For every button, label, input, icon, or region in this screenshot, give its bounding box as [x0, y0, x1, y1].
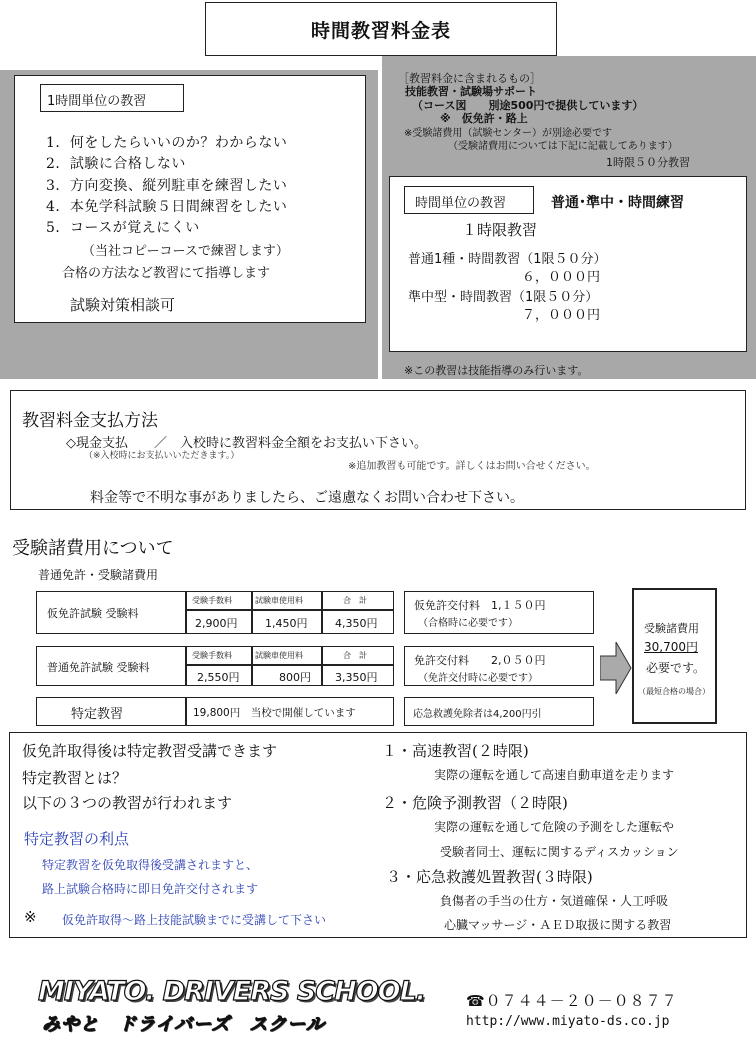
item3-desc2: 心臓マッサージ・ＡＥＤ取扱に関する教習: [444, 918, 672, 932]
tokutei-label: 特定教習: [36, 697, 186, 726]
copy-course-note: （当社コピーコースで練習します）: [82, 244, 289, 259]
list-item: 3．方向変換、縦列駐車を練習したい: [46, 178, 288, 194]
first-aid-discount: 応急救護免除者は4,200円引: [404, 697, 594, 726]
item2-desc1: 実際の運転を通して危険の予測をした運転や: [434, 820, 675, 834]
futsu-total: 3,350円: [322, 665, 394, 686]
website-url[interactable]: http://www.miyato-ds.co.jp: [466, 1014, 670, 1029]
list-item: 2．試験に合格しない: [46, 156, 186, 172]
right-heading: 普通･準中・時間練習: [551, 195, 684, 211]
arrow-right-icon: [600, 642, 632, 694]
col-header-fee: 受験手数料: [186, 591, 252, 610]
item1-desc: 実際の運転を通して高速自動車道を走ります: [434, 768, 675, 782]
exam-note1: ※受験諸費用（試験センター）が別途必要です: [404, 128, 612, 139]
futsu-label: 普通免許試験 受験料: [36, 646, 186, 686]
list-item: 5．コースが覚えにくい: [46, 220, 200, 236]
left-tag: 1時間単位の教習: [40, 84, 184, 112]
item2-desc2: 受験者同士、運転に関するディスカッション: [440, 845, 679, 859]
included-heading: ［教習料金に含まれるもの］: [398, 72, 541, 85]
total-label: 受験諸費用: [644, 622, 699, 635]
karimen-label: 仮免許試験 受験料: [36, 591, 186, 634]
benefit1: 特定教習を仮免取得後受講されますと、: [42, 858, 259, 872]
included-line1: 技能教習・試験場サポート: [405, 85, 537, 98]
exam-note2: （受験諸費用については下記に記載してあります）: [448, 141, 678, 152]
logo-text-top: MIYATO. DRIVERS SCHOOL.: [38, 976, 426, 1007]
futsu-car: 800円: [252, 665, 322, 686]
notice: 仮免許取得～路上技能試験までに受講して下さい: [62, 913, 327, 927]
futsu-price: ６，０００円: [522, 270, 601, 285]
karimen-fee: 2,900円: [186, 610, 252, 634]
pass-method-note: 合格の方法など教習にて指導します: [62, 266, 271, 281]
tokutei-line1: 仮免許取得後は特定教習受講できます: [22, 742, 278, 760]
consult-note: 試験対策相談可: [70, 296, 176, 314]
tokutei-price: 19,800円 当校で開催しています: [186, 697, 394, 726]
payment-heading: 教習料金支払方法: [22, 411, 158, 431]
futsu-fee: 2,550円: [186, 665, 252, 686]
futsu-issue-label: 免許交付料 2,０５０円: [414, 654, 546, 667]
payment-method: ◇現金支払 ／ 入校時に教習料金全額をお支払い下さい。: [66, 436, 427, 451]
total-note: （最短合格の場合）: [638, 687, 710, 696]
right-sub: １時限教習: [462, 221, 538, 239]
item1: １・高速教習(２時限): [382, 742, 529, 760]
col-header-fee: 受験手数料: [186, 646, 252, 665]
additional-lesson-note: ※追加教習も可能です。詳しくはお問い合せください。: [348, 461, 596, 472]
junchu-price: ７，０００円: [522, 308, 601, 323]
period-note: 1時限５０分教習: [606, 156, 690, 169]
school-logo: [38, 976, 426, 1036]
junchu-label: 準中型・時間教習（1限５０分）: [408, 290, 599, 305]
benefit-heading: 特定教習の利点: [24, 830, 130, 848]
col-header-car: 試験車使用料: [252, 646, 322, 665]
item3-desc1: 負傷者の手当の仕方・気道確保・人工呼吸: [440, 894, 669, 908]
col-header-total: 合 計: [322, 646, 394, 665]
futsu-issue-note: （免許交付時に必要です）: [418, 673, 538, 684]
benefit2: 路上試験合格時に即日免許交付されます: [42, 882, 259, 896]
karimen-car: 1,450円: [252, 610, 322, 634]
logo-text-bottom: みやと ドライバーズ スクール: [42, 1014, 325, 1035]
item3: ３・応急救護処置教習(３時限): [386, 868, 593, 886]
right-tag: 時間単位の教習: [404, 186, 534, 214]
contact-note: 料金等で不明な事がありましたら、ご遠慮なくお問い合わせ下さい。: [90, 490, 524, 506]
included-line3: ※ 仮免許・路上: [440, 112, 528, 125]
karimen-issue-label: 仮免許交付料 1,１５０円: [414, 599, 546, 612]
futsu-label: 普通1種・時間教習（1限５０分）: [408, 252, 607, 267]
payment-method-note: （※入校時にお支払いいただきます。）: [84, 451, 240, 461]
exam-fees-total-box: [632, 588, 717, 724]
tokutei-line2: 特定教習とは？: [22, 769, 128, 787]
col-header-car: 試験車使用料: [252, 591, 322, 610]
page-title: 時間教習料金表: [205, 2, 557, 56]
phone-number: ☎０７４４－２０－０８７７: [466, 992, 678, 1010]
right-footnote: ※この教習は技能指導のみ行います。: [404, 364, 589, 377]
karimen-total: 4,350円: [322, 610, 394, 634]
notice-mark: ※: [24, 908, 37, 926]
list-item: 1．何をしたらいいのか？わからない: [46, 135, 288, 151]
item2: ２・危険予測教習（２時限): [382, 794, 568, 812]
exam-fees-heading: 受験諸費用について: [12, 538, 174, 559]
col-header-total: 合 計: [322, 591, 394, 610]
total-value: 30,700円: [644, 640, 698, 654]
list-item: 4．本免学科試験５日間練習をしたい: [46, 199, 288, 215]
karimen-issue-note: （合格時に必要です）: [418, 618, 518, 629]
total-need: 必要です。: [646, 661, 706, 675]
exam-fees-subheading: 普通免許・受験諸費用: [38, 568, 159, 582]
tokutei-line3: 以下の３つの教習が行われます: [22, 794, 233, 812]
included-line2: （コース図 別途500円で提供しています）: [412, 99, 644, 112]
